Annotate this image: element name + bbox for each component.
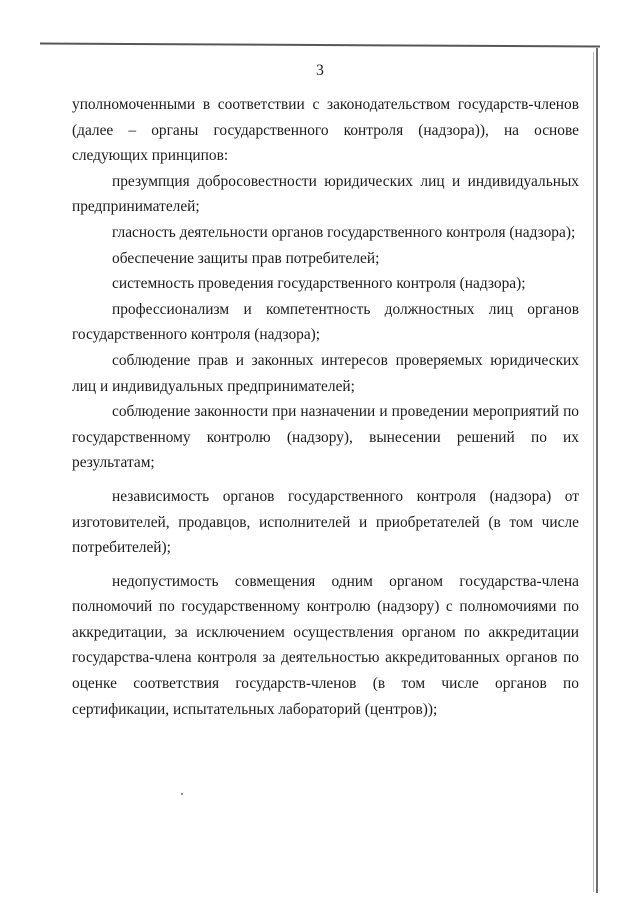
paragraph-principle: системность проведения государственного контроля (надзора);: [112, 275, 526, 293]
paragraph-principle: гласность деятельности органов государственного контроля (надзора);: [112, 223, 576, 241]
page-number: 3: [316, 62, 324, 79]
scan-edge-top: [40, 43, 600, 48]
document-body: [72, 92, 579, 722]
scan-speck: [181, 793, 183, 795]
paragraph-principle: обеспечение защиты прав потребителей;: [112, 249, 380, 267]
paragraph-principle: соблюдение законности при назначении и проведении мероприятий по государственному контролю (надзору), вынесении решений по их результатам;: [72, 403, 579, 472]
scan-edge-right-shadow: [593, 52, 594, 892]
paragraph-principle: презумпция добросовестности юридических лиц и индивидуальных предпринимателей;: [72, 172, 579, 216]
paragraph-principle: профессионализм и компетентность должностных лиц органов государственного контроля (надзора);: [72, 300, 579, 344]
paragraph-principle: независимость органов государственного контроля (надзора) от изготовителей, продавцов, исполнителей и приобретателей (в том числе потребителей);: [72, 487, 579, 557]
paragraph-intro: уполномоченными в соответствии с законодательством государств-членов (далее – органы государственного контроля (надзора)), на основе следующих принципов:: [72, 96, 579, 165]
paragraph-principle: соблюдение прав и законных интересов проверяемых юридических лиц и индивидуальных предпринимателей;: [72, 351, 579, 395]
paragraph-principle: недопустимость совмещения одним органом государства-члена полномочий по государственному контролю (надзору) с полномочиями по аккредитации, за исключением осуществления органом по аккредитации государства-члена контроля за деятельностью аккредитованных органов по оценке соответствия государств-членов (в том числе органов по сертификации, испытательных лабораторий (центров));: [72, 572, 579, 718]
scan-edge-right: [596, 48, 598, 893]
